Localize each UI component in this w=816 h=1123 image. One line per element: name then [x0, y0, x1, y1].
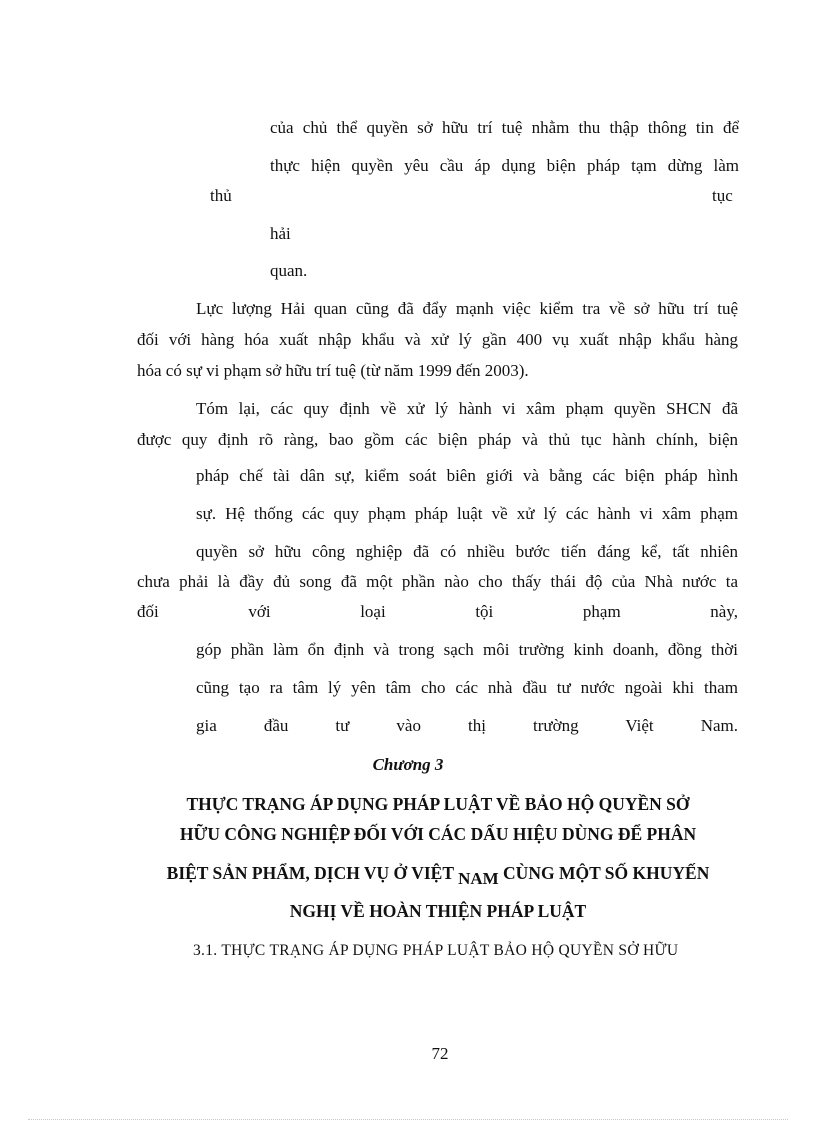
paragraph-line: Lực lượng Hải quan cũng đã đẩy mạnh việc kiểm tra về sở hữu trí tuệ [196, 299, 738, 318]
paragraph-line: được quy định rõ ràng, bao gồm các biện pháp và thủ tục hành chính, biện [137, 430, 738, 449]
page-number: 72 [431, 1044, 449, 1063]
paragraph-line: pháp chế tài dân sự, kiểm soát biên giới và bằng các biện pháp hình [196, 466, 738, 485]
paragraph-line: hóa có sự vi phạm sở hữu trí tuệ (từ năm 1999 đến 2003). [137, 361, 529, 380]
title-fragment-lowered: NAM [458, 869, 499, 888]
paragraph-line: góp phần làm ổn định và trong sạch môi trường kinh doanh, đồng thời [196, 640, 738, 659]
page-bottom-rule [28, 1119, 788, 1120]
body-word: tục [712, 186, 733, 205]
paragraph-line: chưa phải là đầy đủ song đã một phần nào cho thấy thái độ của Nhà nước ta [137, 572, 738, 591]
chapter-label: Chương 3 [372, 755, 444, 774]
paragraph-line: Tóm lại, các quy định về xử lý hành vi xâm phạm quyền SHCN đã [196, 399, 738, 418]
body-word: hải [270, 224, 291, 243]
paragraph-line: cũng tạo ra tâm lý yên tâm cho các nhà đầu tư nước ngoài khi tham [196, 678, 738, 697]
title-fragment: BIỆT SẢN PHẨM, DỊCH VỤ Ở VIỆT [166, 863, 459, 883]
body-line: thực hiện quyền yêu cầu áp dụng biện pháp tạm dừng làm [270, 156, 739, 175]
chapter-title-line-2: HỮU CÔNG NGHIỆP ĐỐI VỚI CÁC DẤU HIỆU DÙNG ĐỂ PHÂN [179, 824, 697, 844]
chapter-title-line-1: THỰC TRẠNG ÁP DỤNG PHÁP LUẬT VỀ BẢO HỘ QUYỀN SỞ [186, 794, 690, 814]
paragraph-line: đối với hàng hóa xuất nhập khẩu và xử lý gần 400 vụ xuất nhập khẩu hàng [137, 330, 738, 349]
section-heading: 3.1. THỰC TRẠNG ÁP DỤNG PHÁP LUẬT BẢO HỘ QUYỀN SỞ HỮU [193, 942, 679, 959]
chapter-title-line-3 [0, 861, 816, 886]
body-line: của chủ thể quyền sở hữu trí tuệ nhằm thu thập thông tin để [270, 118, 739, 137]
chapter-title-line-4: NGHỊ VỀ HOÀN THIỆN PHÁP LUẬT [289, 901, 587, 921]
paragraph-line: gia đầu tư vào thị trường Việt Nam. [196, 716, 738, 735]
paragraph-line: quyền sở hữu công nghiệp đã có nhiều bước tiến đáng kể, tất nhiên [196, 542, 738, 561]
body-word: thủ [210, 186, 232, 205]
paragraph-line: sự. Hệ thống các quy phạm pháp luật về xử lý các hành vi xâm phạm [196, 504, 738, 523]
body-word: quan. [270, 261, 308, 280]
paragraph-line: đối với loại tội phạm này, [137, 602, 738, 621]
title-fragment: CÙNG MỘT SỐ KHUYẾN [498, 863, 710, 883]
